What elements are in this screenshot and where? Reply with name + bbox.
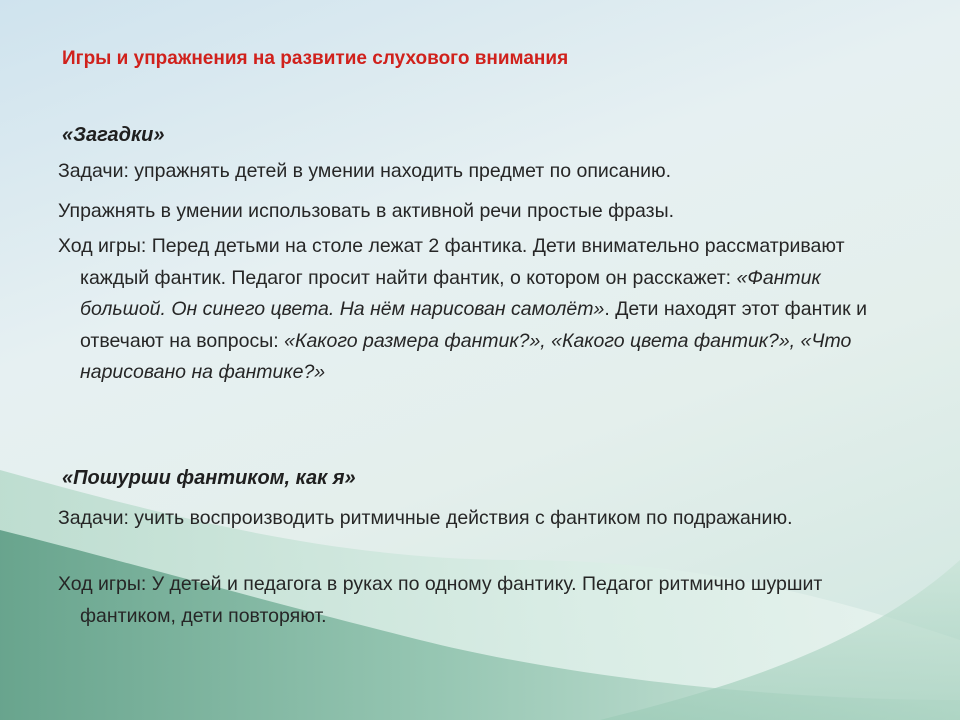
slide-title: Игры и упражнения на развитие слухового внимания [62,48,569,69]
game2-progress: Ход игры: У детей и педагога в руках по одному фантику. Педагог ритмично шуршит фантиком, дети повторяют. [58,573,823,627]
game1-progress-quote2: «Какого размера фантик?», «Какого цвета фантик?», «Что нарисовано на фантике?» [80,329,852,383]
game1-title: «Загадки» [62,124,165,146]
game1-progress [58,231,880,389]
game1-progress-text2: . Дети находят этот фантик и отвечают на вопросы: [80,298,868,352]
game1-tasks-line1: Задачи: упражнять детей в умении находить предмет по описанию. [58,160,672,182]
game2-title: «Пошурши фантиком, как я» [62,467,356,489]
game1-progress-text1: Ход игры: Перед детьми на столе лежат 2 фантика. Дети внимательно рассматривают каждый фантик. Педагог просит найти фантик, о котором он расскажет: [58,235,845,289]
game1-progress-quote1: «Фантик большой. Он синего цвета. На нём нарисован самолёт» [80,266,821,320]
game2-tasks: Задачи: учить воспроизводить ритмичные действия с фантиком по подражанию. [58,507,793,529]
game1-tasks-line2: Упражнять в умении использовать в активной речи простые фразы. [58,200,675,222]
